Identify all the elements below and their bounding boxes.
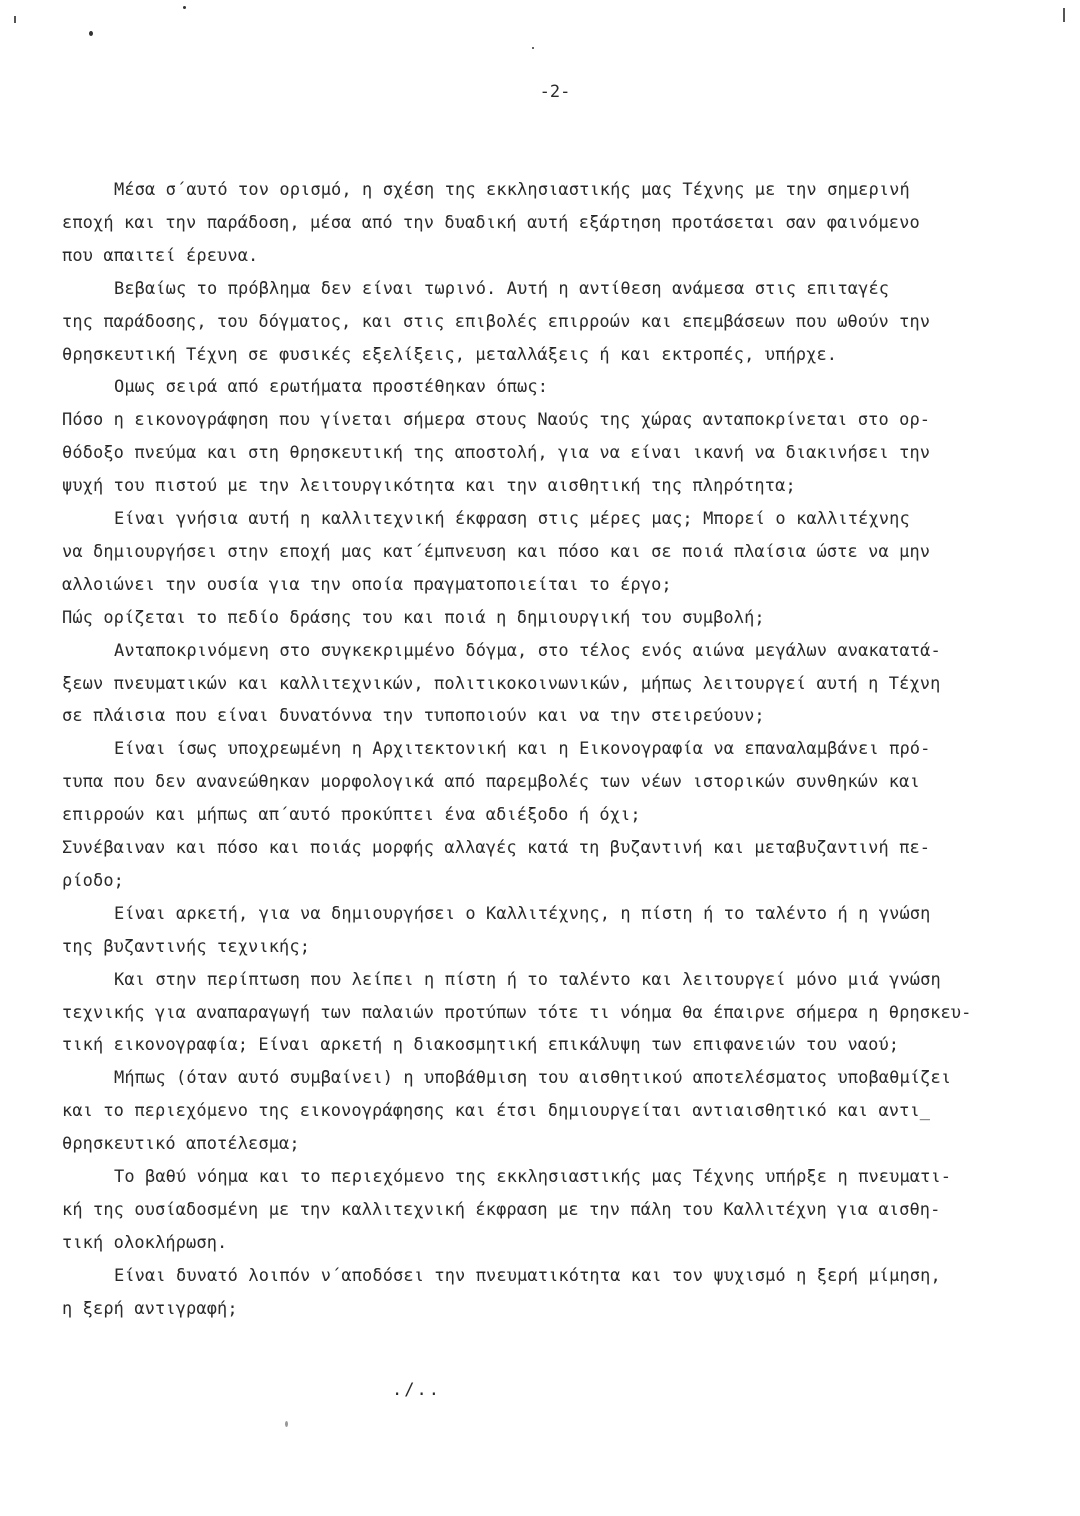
text-line: σε πλάισια που είναι δυνατόννα την τυποποιούν και να την στειρεύουν; [62, 706, 765, 727]
text-line: Είναι δυνατό λοιπόν ν΄αποδόσει την πνευματικότητα και τον ψυχισμό η ξερή μίμηση, [114, 1265, 941, 1286]
text-line: τική ολοκλήρωση. [62, 1232, 228, 1253]
text-line: αλλοιώνει την ουσία για την οποία πραγματοποιείται το έργο; [62, 574, 672, 595]
scan-mark [1063, 8, 1065, 22]
text-line: Πώς ορίζεται το πεδίο δράσης του και ποιά η δημιουργική του συμβολή; [62, 607, 765, 628]
scan-speck [532, 47, 534, 49]
text-line: τυπα που δεν ανανεώθηκαν μορφολογικά από παρεμβολές των νέων ιστορικών συνθηκών και [62, 772, 920, 793]
text-line: θρησκευτική Τέχνη σε φυσικές εξελίξεις, μεταλλάξεις ή και εκτροπές, υπήρχε. [62, 344, 838, 365]
text-line: Μήπως (όταν αυτό συμβαίνει) η υποβάθμιση του αισθητικού αποτελέσματος υποβαθμίζει [114, 1068, 952, 1089]
text-line: Και στην περίπτωση που λείπει η πίστη ή το ταλέντο και λειτουργεί μόνο μιά γνώση [114, 969, 941, 990]
scan-speck [285, 1421, 288, 1427]
text-line: ψυχή του πιστού με την λειτουργικότητα και την αισθητική της πληρότητα; [62, 476, 796, 497]
text-line: Συνέβαιναν και πόσο και ποιάς μορφής αλλαγές κατά τη βυζαντινή και μεταβυζαντινή πε- [62, 838, 931, 858]
continuation-mark: ./.. [392, 1380, 441, 1400]
page-number: -2- [539, 82, 571, 102]
scan-mark [14, 16, 16, 23]
text-line: της παράδοσης, του δόγματος, και στις επιβολές επιρροών και επεμβάσεων που ωθούν την [62, 311, 931, 332]
text-line: Είναι αρκετή, για να δημιουργήσει ο Καλλιτέχνης, η πίστη ή το ταλέντο ή η γνώση [114, 903, 931, 924]
text-line: επιρροών και μήπως απ΄αυτό προκύπτει ένα αδιέξοδο ή όχι; [62, 805, 641, 826]
text-line: ξεων πνευματικών και καλλιτεχνικών, πολιτικοκοινωνικών, μήπως λειτουργεί αυτή η Τέχνη [62, 673, 941, 694]
text-line: Είναι ίσως υποχρεωμένη η Αρχιτεκτονική και η Εικονογραφία να επαναλαμβάνει πρό- [114, 739, 931, 760]
text-line: ρίοδο; [62, 870, 125, 891]
text-line: Βεβαίως το πρόβλημα δεν είναι τωρινό. Αυτή η αντίθεση ανάμεσα στις επιταγές [114, 278, 890, 299]
text-line: Ομως σειρά από ερωτήματα προστέθηκαν όπως: [114, 377, 549, 398]
text-line: εποχή και την παράδοση, μέσα από την δυαδική αυτή εξάρτηση προτάσεται σαν φαινόμενο [62, 212, 920, 233]
scan-speck [89, 31, 93, 36]
text-line: θόδοξο πνεύμα και στη θρησκευτική της αποστολή, για να είναι ικανή να διακινήσει την [62, 443, 931, 464]
text-line: η ξερή αντιγραφή; [62, 1298, 238, 1319]
text-line: Πόσο η εικονογράφηση που γίνεται σήμερα στους Ναούς της χώρας ανταποκρίνεται στο ορ- [62, 410, 931, 431]
text-line: τική εικονογραφία; Είναι αρκετή η διακοσμητική επικάλυψη των επιφανειών του ναού; [62, 1035, 900, 1056]
text-line: θρησκευτικό αποτέλεσμα; [62, 1134, 300, 1155]
text-line: Είναι γνήσια αυτή η καλλιτεχνική έκφραση στις μέρες μας; Μπορεί ο καλλιτέχνης [114, 509, 910, 529]
text-line: να δημιουργήσει στην εποχή μας κατ΄έμπνευση και πόσο και σε ποιά πλαίσια ώστε να μην [62, 541, 931, 562]
text-line: και το περιεχόμενο της εικονογράφησης και έτσι δημιουργείται αντιαισθητικό και αντι_ [62, 1101, 931, 1122]
text-line: Μέσα σ΄αυτό τον ορισμό, η σχέση της εκκλησιαστικής μας Τέχνης με την σημερινή [114, 180, 910, 200]
scan-speck [183, 6, 186, 9]
text-line: τεχνικής για αναπαραγωγή των παλαιών προτύπων τότε τι νόημα θα έπαιρνε σήμερα η θρησκευ- [62, 1002, 972, 1023]
text-line: Ανταποκρινόμενη στο συγκεκριμμένο δόγμα, στο τέλος ενός αιώνα μεγάλων ανακατατά- [114, 640, 941, 661]
text-line: Το βαθύ νόημα και το περιεχόμενο της εκκλησιαστικής μας Τέχνης υπήρξε η πνευματι- [114, 1167, 952, 1187]
text-line: της βυζαντινής τεχνικής; [62, 936, 311, 957]
text-line: κή της ουσίαδοσμένη με την καλλιτεχνική έκφραση με την πάλη του Καλλιτέχνη για αισθη- [62, 1199, 941, 1220]
text-line: που απαιτεί έρευνα. [62, 245, 259, 266]
